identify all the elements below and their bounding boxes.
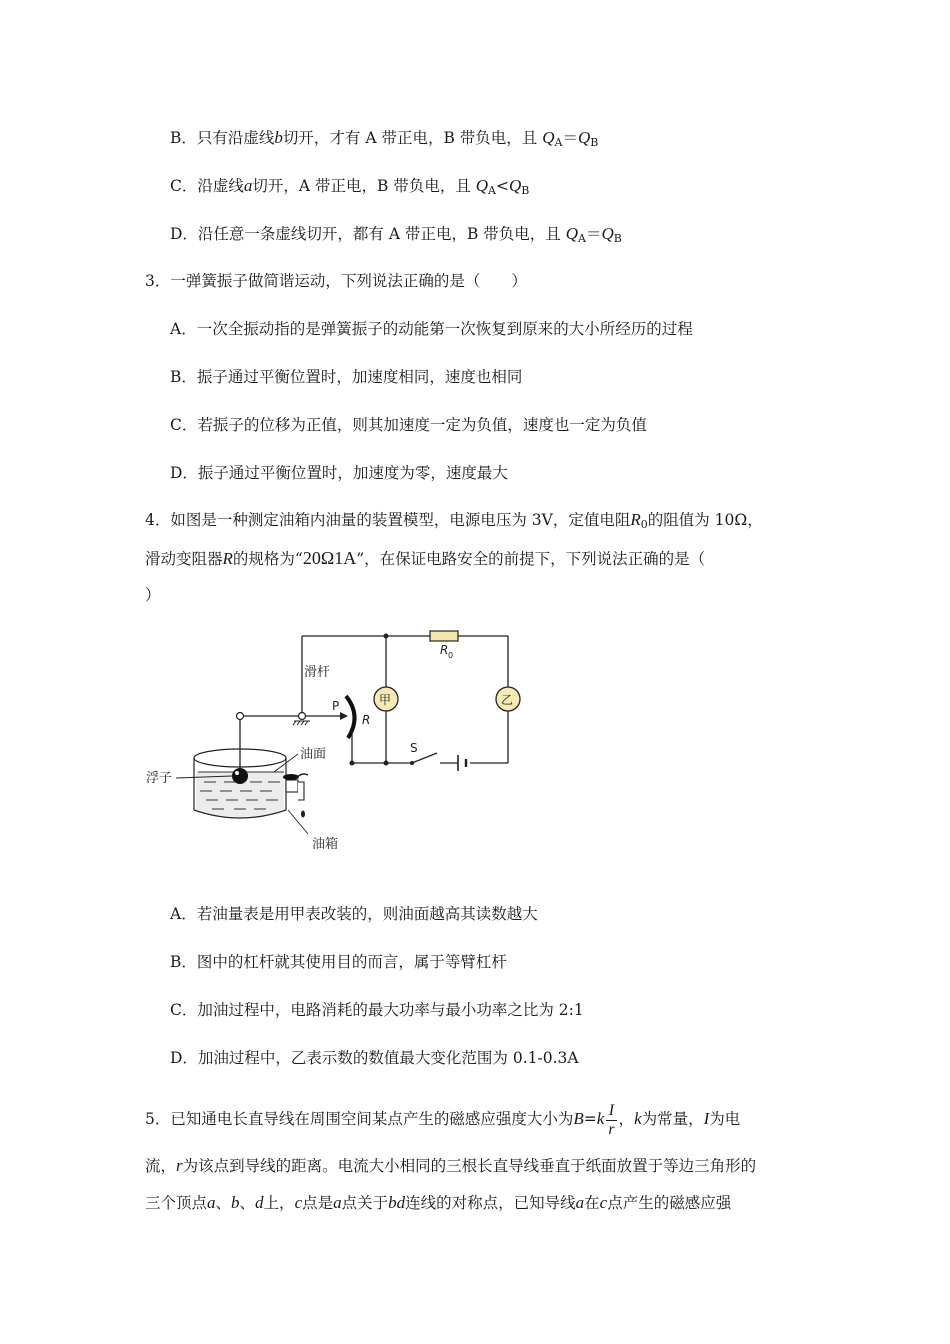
svg-text:R: R [362, 713, 371, 727]
svg-text:乙: 乙 [501, 693, 514, 707]
q2-option-c: C．沿虚线a切开，A 带正电，B 带负电，且 $Q_A<Q_B$ [170, 176, 530, 197]
q2-option-b: B．只有沿虚线b切开，才有 A 带正电，B 带负电，且 $Q_A=Q_B$ [170, 128, 599, 149]
q5-line2: 流，r为该点到导线的距离。电流大小相同的三根长直导线垂直于纸面放置于等边三角形的 [145, 1156, 757, 1175]
svg-text:R: R [440, 643, 449, 657]
svg-text:油箱: 油箱 [312, 837, 339, 852]
oil-gauge-circuit-diagram [140, 620, 540, 860]
q5-line3: 三个顶点a、b、d上，c点是a点关于bd连线的对称点，已知导线a在c点产生的磁感应强 [145, 1193, 732, 1212]
q2-option-d: D．沿任意一条虚线切开，都有 A 带正电，B 带负电，且 $Q_A=Q_B$ [170, 224, 622, 245]
svg-text:S: S [410, 741, 418, 755]
q3-option-a: A．一次全振动指的是弹簧振子的动能第一次恢复到原来的大小所经历的过程 [170, 320, 693, 338]
q3-option-d: D．振子通过平衡位置时，加速度为零，速度最大 [170, 464, 508, 482]
q5-line1: 5．已知通电长直导线在周围空间某点产生的磁感应强度大小为B=k $\frac{I}{r}$ ，k为常量，I为电 [145, 1101, 741, 1138]
q3-option-b: B．振子通过平衡位置时，加速度相同，速度也相同 [170, 368, 523, 386]
q4-option-b: B．图中的杠杆就其使用目的而言，属于等臂杠杆 [170, 953, 507, 971]
q4-stem-line3: ） [145, 586, 161, 604]
q3-stem: 3．一弹簧振子做简谐运动，下列说法正确的是（ ） [145, 272, 527, 290]
q4-option-d: D．加油过程中，乙表示数的数值最大变化范围为 0.1-0.3A [170, 1049, 579, 1067]
q4-option-c: C．加油过程中，电路消耗的最大功率与最小功率之比为 2:1 [170, 1001, 584, 1019]
svg-text:油面: 油面 [300, 747, 327, 762]
svg-text:滑杆: 滑杆 [304, 665, 331, 680]
q4-stem-line2: 滑动变阻器R的规格为“20Ω1A”，在保证电路安全的前提下，下列说法正确的是（ [145, 548, 706, 568]
svg-text:浮子: 浮子 [146, 771, 173, 786]
q4-stem-line1: 4．如图是一种测定油箱内油量的装置模型，电源电压为 3V，定值电阻$R_0$的阻值为 10Ω， [145, 510, 763, 531]
fraction-i-over-r: $\frac{I}{r}$ [608, 1101, 615, 1138]
q4-option-a: A．若油量表是用甲表改装的，则油面越高其读数越大 [170, 905, 538, 923]
svg-text:甲: 甲 [379, 693, 392, 707]
q3-option-c: C．若振子的位移为正值，则其加速度一定为负值，速度也一定为负值 [170, 416, 647, 434]
svg-text:0: 0 [448, 651, 454, 660]
svg-text:P: P [332, 699, 340, 713]
